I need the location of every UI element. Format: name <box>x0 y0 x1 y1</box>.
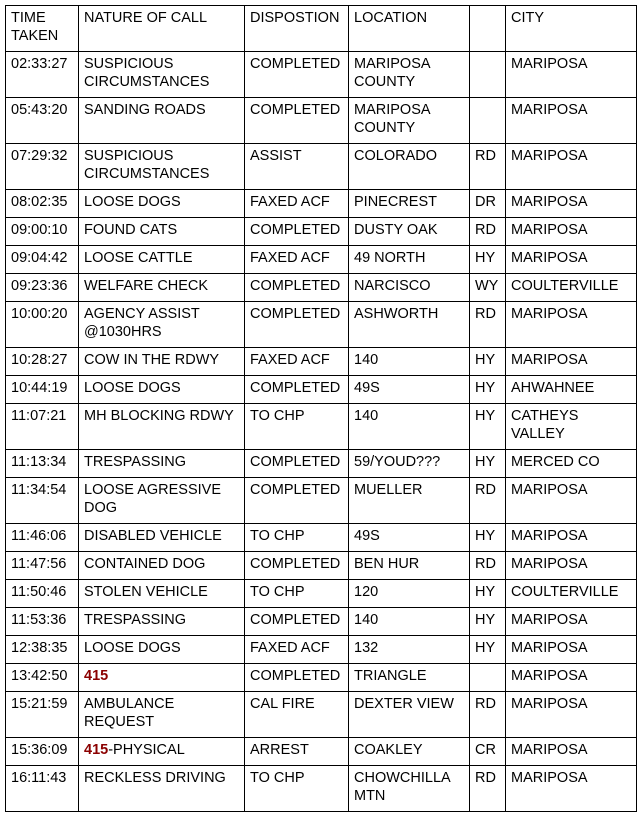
disposition-cell: COMPLETED <box>245 608 349 636</box>
nature-text: CONTAINED DOG <box>84 556 206 572</box>
disposition-cell: FAXED ACF <box>245 190 349 218</box>
nature-text: LOOSE CATTLE <box>84 250 193 266</box>
nature-text: COW IN THE RDWY <box>84 352 220 368</box>
nature-of-call-cell <box>79 450 245 478</box>
street-suffix-cell: HY <box>470 608 506 636</box>
time-taken-cell: 09:00:10 <box>6 218 79 246</box>
nature-of-call-cell <box>79 692 245 738</box>
city-cell: MARIPOSA <box>506 552 637 580</box>
location-cell: ASHWORTH <box>349 302 470 348</box>
table-row <box>6 580 637 608</box>
location-cell: DEXTER VIEW <box>349 692 470 738</box>
disposition-cell: COMPLETED <box>245 478 349 524</box>
header-location: LOCATION <box>349 6 470 52</box>
table-row <box>6 692 637 738</box>
street-suffix-cell: HY <box>470 376 506 404</box>
nature-of-call-cell <box>79 98 245 144</box>
city-cell: MARIPOSA <box>506 218 637 246</box>
header-suffix <box>470 6 506 52</box>
table-row <box>6 664 637 692</box>
location-cell: 49S <box>349 376 470 404</box>
code-highlight: 415 <box>84 668 109 684</box>
location-cell: 59/YOUD??? <box>349 450 470 478</box>
table-row <box>6 738 637 766</box>
nature-text: AMBULANCE REQUEST <box>84 696 175 730</box>
table-row <box>6 524 637 552</box>
table-row <box>6 302 637 348</box>
disposition-cell: COMPLETED <box>245 552 349 580</box>
nature-of-call-cell <box>79 580 245 608</box>
header-time: TIME TAKEN <box>6 6 79 52</box>
city-cell: MARIPOSA <box>506 190 637 218</box>
nature-of-call-cell <box>79 738 245 766</box>
time-taken-cell: 09:23:36 <box>6 274 79 302</box>
time-taken-cell: 05:43:20 <box>6 98 79 144</box>
location-cell: 140 <box>349 404 470 450</box>
time-taken-cell: 08:02:35 <box>6 190 79 218</box>
disposition-cell: COMPLETED <box>245 274 349 302</box>
nature-text: FOUND CATS <box>84 222 178 238</box>
city-cell: MARIPOSA <box>506 302 637 348</box>
location-cell: PINECREST <box>349 190 470 218</box>
location-cell: 140 <box>349 348 470 376</box>
nature-text: LOOSE AGRESSIVE DOG <box>84 482 221 516</box>
nature-text: DISABLED VEHICLE <box>84 528 222 544</box>
disposition-cell: FAXED ACF <box>245 636 349 664</box>
city-cell: MARIPOSA <box>506 524 637 552</box>
street-suffix-cell: DR <box>470 190 506 218</box>
table-row <box>6 98 637 144</box>
disposition-cell: ARREST <box>245 738 349 766</box>
nature-text: TRESPASSING <box>84 612 187 628</box>
disposition-cell: ASSIST <box>245 144 349 190</box>
nature-of-call-cell <box>79 608 245 636</box>
nature-text: TRESPASSING <box>84 454 187 470</box>
street-suffix-cell: HY <box>470 524 506 552</box>
location-cell: MUELLER <box>349 478 470 524</box>
nature-of-call-cell <box>79 190 245 218</box>
city-cell: COULTERVILLE <box>506 580 637 608</box>
nature-text: LOOSE DOGS <box>84 380 181 396</box>
time-taken-cell: 07:29:32 <box>6 144 79 190</box>
time-taken-cell: 11:34:54 <box>6 478 79 524</box>
nature-text: WELFARE CHECK <box>84 278 209 294</box>
disposition-cell: COMPLETED <box>245 52 349 98</box>
disposition-cell: TO CHP <box>245 766 349 812</box>
street-suffix-cell <box>470 98 506 144</box>
city-cell: MERCED CO <box>506 450 637 478</box>
city-cell: MARIPOSA <box>506 98 637 144</box>
nature-of-call-cell <box>79 478 245 524</box>
street-suffix-cell: RD <box>470 766 506 812</box>
nature-of-call-cell <box>79 552 245 580</box>
nature-of-call-cell <box>79 52 245 98</box>
location-cell: TRIANGLE <box>349 664 470 692</box>
city-cell: MARIPOSA <box>506 52 637 98</box>
time-taken-cell: 11:13:34 <box>6 450 79 478</box>
table-row <box>6 52 637 98</box>
disposition-cell: COMPLETED <box>245 664 349 692</box>
nature-text: SUSPICIOUS CIRCUMSTANCES <box>84 148 210 182</box>
table-row <box>6 450 637 478</box>
disposition-cell: TO CHP <box>245 404 349 450</box>
city-cell: AHWAHNEE <box>506 376 637 404</box>
nature-text: STOLEN VEHICLE <box>84 584 208 600</box>
city-cell: MARIPOSA <box>506 766 637 812</box>
table-row <box>6 274 637 302</box>
location-cell: CHOWCHILLA MTN <box>349 766 470 812</box>
table-row <box>6 552 637 580</box>
table-row <box>6 144 637 190</box>
header-disposition: DISPOSTION <box>245 6 349 52</box>
location-cell: 49S <box>349 524 470 552</box>
street-suffix-cell <box>470 52 506 98</box>
time-taken-cell: 10:28:27 <box>6 348 79 376</box>
nature-of-call-cell <box>79 302 245 348</box>
street-suffix-cell: HY <box>470 636 506 664</box>
disposition-cell: COMPLETED <box>245 302 349 348</box>
time-taken-cell: 11:46:06 <box>6 524 79 552</box>
location-cell: 132 <box>349 636 470 664</box>
table-row <box>6 218 637 246</box>
city-cell: MARIPOSA <box>506 144 637 190</box>
street-suffix-cell: RD <box>470 552 506 580</box>
nature-text: LOOSE DOGS <box>84 640 181 656</box>
call-log-body <box>6 6 637 812</box>
table-row <box>6 246 637 274</box>
time-taken-cell: 10:00:20 <box>6 302 79 348</box>
street-suffix-cell: CR <box>470 738 506 766</box>
nature-of-call-cell <box>79 246 245 274</box>
location-cell: DUSTY OAK <box>349 218 470 246</box>
table-row <box>6 608 637 636</box>
location-cell: COAKLEY <box>349 738 470 766</box>
city-cell: MARIPOSA <box>506 348 637 376</box>
street-suffix-cell: RD <box>470 478 506 524</box>
time-taken-cell: 10:44:19 <box>6 376 79 404</box>
nature-text: MH BLOCKING RDWY <box>84 408 234 424</box>
location-cell: 49 NORTH <box>349 246 470 274</box>
nature-of-call-cell <box>79 348 245 376</box>
disposition-cell: FAXED ACF <box>245 246 349 274</box>
time-taken-cell: 11:07:21 <box>6 404 79 450</box>
city-cell: MARIPOSA <box>506 478 637 524</box>
nature-of-call-cell <box>79 766 245 812</box>
nature-of-call-cell <box>79 404 245 450</box>
table-row <box>6 376 637 404</box>
street-suffix-cell: HY <box>470 246 506 274</box>
header-row <box>6 6 637 52</box>
time-taken-cell: 02:33:27 <box>6 52 79 98</box>
city-cell: CATHEYS VALLEY <box>506 404 637 450</box>
time-taken-cell: 15:36:09 <box>6 738 79 766</box>
city-cell: MARIPOSA <box>506 608 637 636</box>
nature-of-call-cell <box>79 218 245 246</box>
street-suffix-cell: RD <box>470 218 506 246</box>
disposition-cell: COMPLETED <box>245 376 349 404</box>
street-suffix-cell: WY <box>470 274 506 302</box>
nature-text: SUSPICIOUS CIRCUMSTANCES <box>84 56 210 90</box>
nature-of-call-cell <box>79 524 245 552</box>
city-cell: MARIPOSA <box>506 636 637 664</box>
location-cell: 120 <box>349 580 470 608</box>
time-taken-cell: 09:04:42 <box>6 246 79 274</box>
nature-text: LOOSE DOGS <box>84 194 181 210</box>
street-suffix-cell: HY <box>470 404 506 450</box>
table-row <box>6 404 637 450</box>
disposition-cell: FAXED ACF <box>245 348 349 376</box>
nature-text: RECKLESS DRIVING <box>84 770 226 786</box>
location-cell: MARIPOSA COUNTY <box>349 52 470 98</box>
disposition-cell: COMPLETED <box>245 450 349 478</box>
location-cell: NARCISCO <box>349 274 470 302</box>
time-taken-cell: 12:38:35 <box>6 636 79 664</box>
time-taken-cell: 11:53:36 <box>6 608 79 636</box>
city-cell: MARIPOSA <box>506 246 637 274</box>
table-row <box>6 190 637 218</box>
nature-of-call-cell <box>79 376 245 404</box>
time-taken-cell: 15:21:59 <box>6 692 79 738</box>
city-cell: COULTERVILLE <box>506 274 637 302</box>
disposition-cell: TO CHP <box>245 524 349 552</box>
street-suffix-cell: RD <box>470 692 506 738</box>
call-log-table <box>5 5 637 812</box>
disposition-cell: COMPLETED <box>245 218 349 246</box>
disposition-cell: CAL FIRE <box>245 692 349 738</box>
time-taken-cell: 13:42:50 <box>6 664 79 692</box>
location-cell: COLORADO <box>349 144 470 190</box>
location-cell: MARIPOSA COUNTY <box>349 98 470 144</box>
nature-of-call-cell <box>79 274 245 302</box>
nature-text: -PHYSICAL <box>108 742 185 758</box>
disposition-cell: TO CHP <box>245 580 349 608</box>
table-row <box>6 636 637 664</box>
header-city: CITY <box>506 6 637 52</box>
nature-of-call-cell <box>79 636 245 664</box>
nature-of-call-cell <box>79 144 245 190</box>
table-row <box>6 766 637 812</box>
street-suffix-cell <box>470 664 506 692</box>
street-suffix-cell: HY <box>470 450 506 478</box>
street-suffix-cell: RD <box>470 302 506 348</box>
time-taken-cell: 11:50:46 <box>6 580 79 608</box>
time-taken-cell: 16:11:43 <box>6 766 79 812</box>
street-suffix-cell: HY <box>470 348 506 376</box>
location-cell: BEN HUR <box>349 552 470 580</box>
disposition-cell: COMPLETED <box>245 98 349 144</box>
time-taken-cell: 11:47:56 <box>6 552 79 580</box>
code-highlight: 415 <box>84 742 109 758</box>
street-suffix-cell: RD <box>470 144 506 190</box>
street-suffix-cell: HY <box>470 580 506 608</box>
city-cell: MARIPOSA <box>506 664 637 692</box>
nature-text: AGENCY ASSIST @1030HRS <box>84 306 200 340</box>
location-cell: 140 <box>349 608 470 636</box>
header-nature: NATURE OF CALL <box>79 6 245 52</box>
nature-of-call-cell <box>79 664 245 692</box>
city-cell: MARIPOSA <box>506 692 637 738</box>
table-row <box>6 348 637 376</box>
nature-text: SANDING ROADS <box>84 102 206 118</box>
city-cell: MARIPOSA <box>506 738 637 766</box>
table-row <box>6 478 637 524</box>
